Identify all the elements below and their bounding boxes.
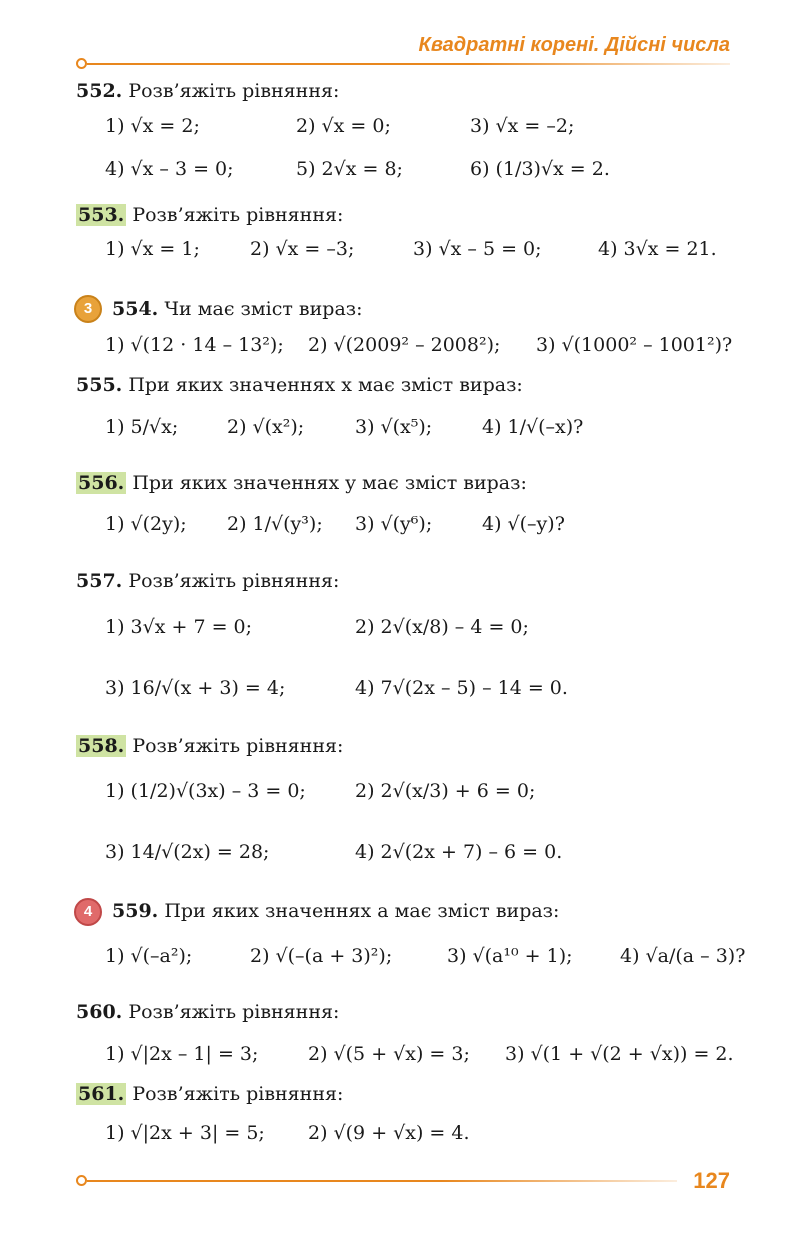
item-557-2: 2) 2√(x/8) – 4 = 0;: [355, 616, 529, 638]
item-553-3: 3) √x – 5 = 0;: [413, 238, 542, 260]
item-560-2: 2) √(5 + √x) = 3;: [308, 1043, 470, 1065]
item-556-2: 2) 1/√(y³);: [227, 513, 323, 535]
item-553-1: 1) √x = 1;: [105, 238, 200, 260]
task-text: Розв’яжіть рівняння:: [132, 735, 344, 757]
task-561: [76, 1083, 343, 1105]
task-number: 560.: [76, 1001, 123, 1023]
task-552: [76, 80, 339, 102]
item-552-2: 2) √x = 0;: [296, 115, 391, 137]
task-text: Розв’яжіть рівняння:: [128, 1001, 340, 1023]
task-number: 555.: [76, 374, 123, 396]
task-557: [76, 570, 339, 592]
task-text: Розв’яжіть рівняння:: [128, 570, 340, 592]
item-553-4: 4) 3√x = 21.: [598, 238, 717, 260]
task-text: При яких значеннях y має зміст вираз:: [132, 472, 527, 494]
task-554: [112, 298, 363, 320]
task-text: При яких значеннях x має зміст вираз:: [128, 374, 523, 396]
item-560-3: 3) √(1 + √(2 + √x)) = 2.: [505, 1043, 734, 1065]
task-number: 558.: [78, 735, 125, 757]
level-badge: 3: [74, 295, 102, 323]
item-553-2: 2) √x = –3;: [250, 238, 355, 260]
item-559-3: 3) √(a¹⁰ + 1);: [447, 945, 573, 967]
task-556: [76, 472, 527, 494]
task-number: 552.: [76, 80, 123, 102]
item-552-6: 6) (1/3)√x = 2.: [470, 158, 610, 180]
item-560-1: 1) √|2x – 1| = 3;: [105, 1043, 259, 1065]
task-number: 557.: [76, 570, 123, 592]
task-555: [76, 374, 523, 396]
task-text: Розв’яжіть рівняння:: [132, 204, 344, 226]
footer-rule-ring: [76, 1175, 87, 1186]
task-553: [76, 204, 343, 226]
item-556-1: 1) √(2y);: [105, 513, 187, 535]
task-text: Розв’яжіть рівняння:: [128, 80, 340, 102]
item-555-1: 1) 5/√x;: [105, 416, 179, 438]
task-number: 554.: [112, 298, 159, 320]
item-559-1: 1) √(–a²);: [105, 945, 193, 967]
item-561-2: 2) √(9 + √x) = 4.: [308, 1122, 470, 1144]
item-558-1: 1) (1/2)√(3x) – 3 = 0;: [105, 780, 306, 802]
task-text: Чи має зміст вираз:: [164, 298, 363, 320]
page-number: 127: [693, 1168, 730, 1193]
item-559-2: 2) √(–(a + 3)²);: [250, 945, 393, 967]
item-557-3: 3) 16/√(x + 3) = 4;: [105, 677, 286, 699]
task-number: 556.: [78, 472, 125, 494]
item-552-3: 3) √x = –2;: [470, 115, 575, 137]
footer-rule: [87, 1180, 677, 1182]
item-561-1: 1) √|2x + 3| = 5;: [105, 1122, 265, 1144]
item-558-3: 3) 14/√(2x) = 28;: [105, 841, 270, 863]
item-559-4: 4) √a/(a – 3)?: [620, 945, 746, 967]
item-555-3: 3) √(x⁵);: [355, 416, 433, 438]
task-559: [112, 900, 559, 922]
running-header: Квадратні корені. Дійсні числа: [418, 34, 730, 56]
item-552-1: 1) √x = 2;: [105, 115, 200, 137]
task-number: 561.: [78, 1083, 125, 1105]
item-554-1: 1) √(12 · 14 – 13²);: [105, 334, 284, 356]
level-badge: 4: [74, 898, 102, 926]
item-557-4: 4) 7√(2x – 5) – 14 = 0.: [355, 677, 568, 699]
item-552-5: 5) 2√x = 8;: [296, 158, 403, 180]
task-text: Розв’яжіть рівняння:: [132, 1083, 344, 1105]
item-552-4: 4) √x – 3 = 0;: [105, 158, 234, 180]
task-number: 553.: [78, 204, 125, 226]
item-554-2: 2) √(2009² – 2008²);: [308, 334, 501, 356]
task-558: [76, 735, 343, 757]
item-557-1: 1) 3√x + 7 = 0;: [105, 616, 253, 638]
item-558-2: 2) 2√(x/3) + 6 = 0;: [355, 780, 536, 802]
item-558-4: 4) 2√(2x + 7) – 6 = 0.: [355, 841, 563, 863]
task-560: [76, 1001, 339, 1023]
item-556-3: 3) √(y⁶);: [355, 513, 433, 535]
header-rule-ring: [76, 58, 87, 69]
item-555-2: 2) √(x²);: [227, 416, 305, 438]
item-554-3: 3) √(1000² – 1001²)?: [536, 334, 733, 356]
item-556-4: 4) √(–y)?: [482, 513, 565, 535]
header-rule: [87, 63, 730, 65]
task-number: 559.: [112, 900, 159, 922]
task-text: При яких значеннях a має зміст вираз:: [164, 900, 560, 922]
item-555-4: 4) 1/√(–x)?: [482, 416, 584, 438]
